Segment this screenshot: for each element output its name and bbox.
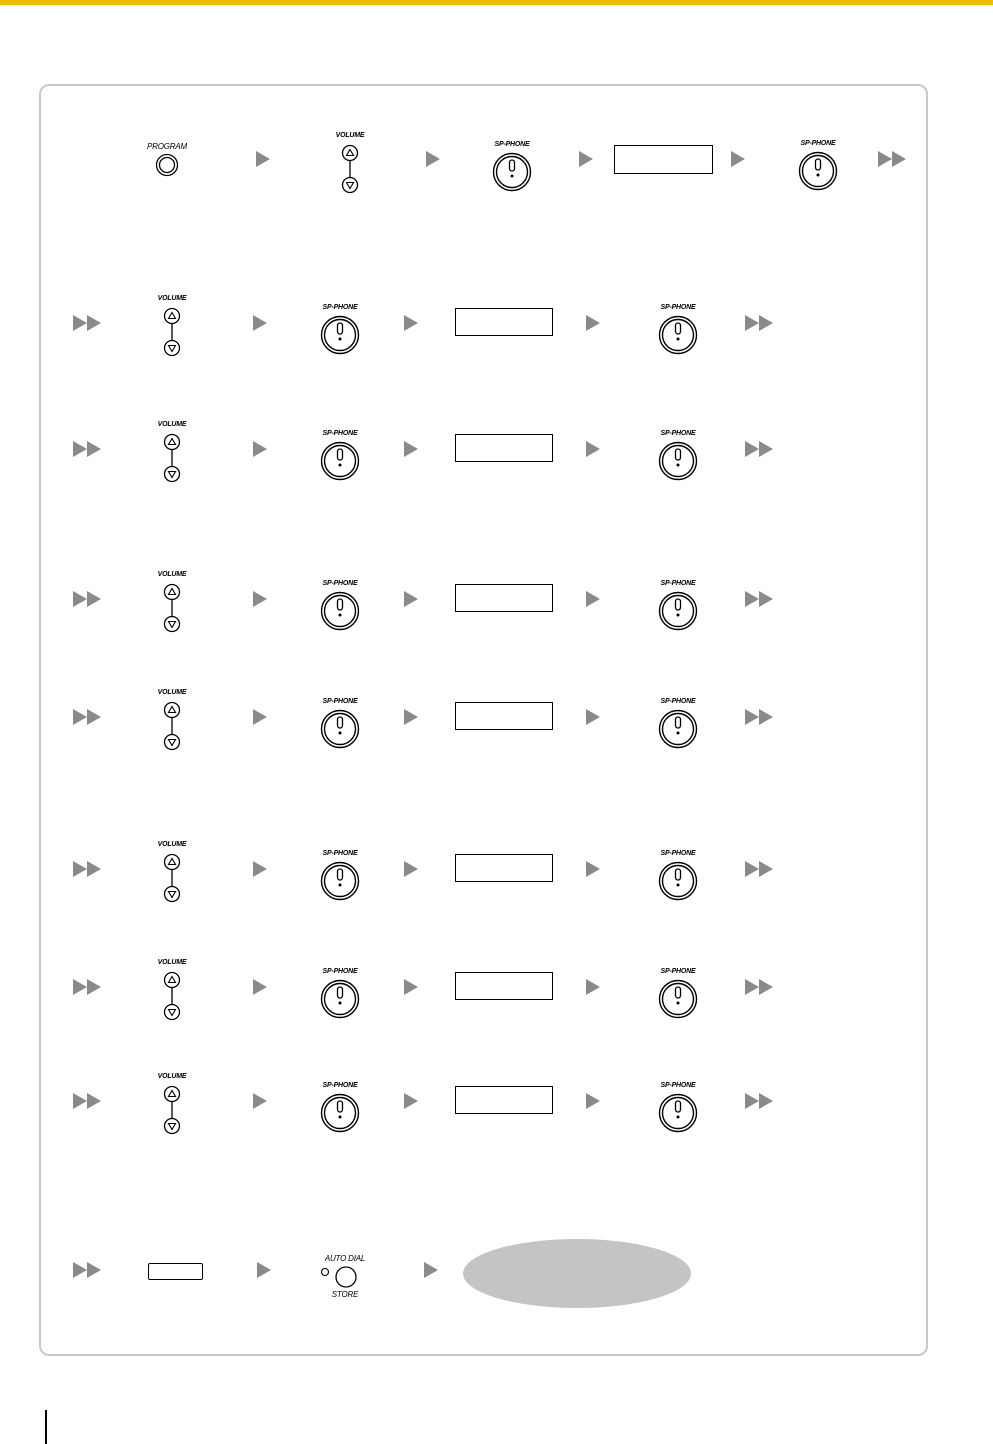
arrow-icon: [253, 709, 267, 725]
volume-label: VOLUME: [157, 1073, 187, 1080]
display-box: [614, 145, 713, 174]
volume-buttons-icon: [162, 971, 182, 1021]
volume-control[interactable]: [148, 841, 196, 905]
double-arrow-icon: [73, 441, 105, 457]
arrow-icon: [253, 861, 267, 877]
sp-phone-button-icon: [658, 979, 698, 1019]
display-box: [455, 584, 553, 612]
double-arrow-icon: [73, 1262, 105, 1278]
double-arrow-icon: [745, 315, 777, 331]
arrow-icon: [424, 1262, 438, 1278]
volume-buttons-icon: [340, 144, 360, 194]
sp-phone-button[interactable]: [652, 580, 704, 632]
arrow-icon: [253, 1093, 267, 1109]
volume-label: VOLUME: [335, 132, 365, 139]
sp-phone-label: SP-PHONE: [660, 1082, 696, 1089]
end-oval: [463, 1239, 691, 1308]
entry-box: [148, 1263, 203, 1280]
volume-buttons-icon: [162, 1085, 182, 1135]
volume-control[interactable]: [148, 421, 196, 485]
sp-phone-label: SP-PHONE: [322, 304, 358, 311]
volume-control[interactable]: [148, 959, 196, 1023]
sp-phone-label: SP-PHONE: [660, 850, 696, 857]
sp-phone-label: SP-PHONE: [800, 140, 836, 147]
arrow-icon: [404, 1093, 418, 1109]
sp-phone-button-icon: [658, 441, 698, 481]
double-arrow-icon: [73, 591, 105, 607]
display-box: [455, 702, 553, 730]
page-margin-bar: [45, 1410, 47, 1444]
sp-phone-button-icon: [320, 709, 360, 749]
arrow-icon: [404, 709, 418, 725]
sp-phone-button[interactable]: [314, 430, 366, 482]
arrow-icon: [404, 861, 418, 877]
arrow-icon: [253, 979, 267, 995]
sp-phone-button-icon: [320, 1093, 360, 1133]
sp-phone-button[interactable]: [314, 850, 366, 902]
volume-label: VOLUME: [157, 571, 187, 578]
sp-phone-label: SP-PHONE: [660, 430, 696, 437]
sp-phone-label: SP-PHONE: [660, 698, 696, 705]
volume-control[interactable]: [148, 1073, 196, 1137]
sp-phone-button-icon: [320, 315, 360, 355]
arrow-icon: [586, 441, 600, 457]
double-arrow-icon: [73, 861, 105, 877]
sp-phone-button[interactable]: [792, 140, 844, 192]
sp-phone-button-icon: [320, 441, 360, 481]
sp-phone-button-icon: [320, 861, 360, 901]
double-arrow-icon: [745, 861, 777, 877]
store-label: STORE: [331, 1290, 359, 1299]
volume-label: VOLUME: [157, 295, 187, 302]
top-accent-rule: [0, 0, 993, 5]
arrow-icon: [586, 1093, 600, 1109]
arrow-icon: [404, 441, 418, 457]
sp-phone-button-icon: [658, 591, 698, 631]
volume-label: VOLUME: [157, 689, 187, 696]
arrow-icon: [253, 441, 267, 457]
sp-phone-label: SP-PHONE: [322, 580, 358, 587]
volume-control[interactable]: [326, 132, 374, 196]
sp-phone-label: SP-PHONE: [494, 141, 530, 148]
sp-phone-button[interactable]: [314, 968, 366, 1020]
program-label: PROGRAM: [147, 142, 187, 151]
sp-phone-button[interactable]: [486, 141, 538, 193]
volume-buttons-icon: [162, 701, 182, 751]
sp-phone-button[interactable]: [314, 1082, 366, 1134]
arrow-icon: [253, 315, 267, 331]
sp-phone-button-icon: [658, 709, 698, 749]
sp-phone-label: SP-PHONE: [322, 430, 358, 437]
sp-phone-button-icon: [492, 152, 532, 192]
sp-phone-button[interactable]: [652, 430, 704, 482]
sp-phone-label: SP-PHONE: [322, 850, 358, 857]
display-box: [455, 434, 553, 462]
sp-phone-label: SP-PHONE: [660, 304, 696, 311]
sp-phone-label: SP-PHONE: [322, 1082, 358, 1089]
arrow-icon: [586, 861, 600, 877]
arrow-icon: [586, 315, 600, 331]
volume-buttons-icon: [162, 583, 182, 633]
volume-control[interactable]: [148, 295, 196, 359]
arrow-icon: [257, 1262, 271, 1278]
arrow-icon: [586, 709, 600, 725]
display-box: [455, 972, 553, 1000]
auto-dial-label: AUTO DIAL: [324, 1254, 366, 1263]
arrow-icon: [404, 315, 418, 331]
volume-label: VOLUME: [157, 421, 187, 428]
sp-phone-button[interactable]: [652, 850, 704, 902]
arrow-icon: [404, 591, 418, 607]
arrow-icon: [586, 591, 600, 607]
store-button[interactable]: [315, 1250, 375, 1300]
double-arrow-icon: [878, 151, 910, 167]
sp-phone-button[interactable]: [652, 304, 704, 356]
sp-phone-button[interactable]: [314, 698, 366, 750]
arrow-icon: [586, 979, 600, 995]
sp-phone-button-icon: [658, 315, 698, 355]
double-arrow-icon: [745, 979, 777, 995]
double-arrow-icon: [745, 591, 777, 607]
store-button-icon: [319, 1265, 363, 1289]
double-arrow-icon: [745, 709, 777, 725]
sp-phone-label: SP-PHONE: [660, 580, 696, 587]
double-arrow-icon: [745, 441, 777, 457]
program-button[interactable]: [140, 140, 194, 178]
sp-phone-button[interactable]: [314, 580, 366, 632]
double-arrow-icon: [73, 315, 105, 331]
volume-control[interactable]: [148, 571, 196, 635]
display-box: [455, 854, 553, 882]
sp-phone-label: SP-PHONE: [322, 698, 358, 705]
display-box: [455, 308, 553, 336]
double-arrow-icon: [745, 1093, 777, 1109]
arrow-icon: [256, 151, 270, 167]
volume-control[interactable]: [148, 689, 196, 753]
volume-buttons-icon: [162, 433, 182, 483]
volume-label: VOLUME: [157, 841, 187, 848]
double-arrow-icon: [73, 1093, 105, 1109]
volume-buttons-icon: [162, 307, 182, 357]
sp-phone-button-icon: [658, 1093, 698, 1133]
display-box: [455, 1086, 553, 1114]
sp-phone-button-icon: [320, 979, 360, 1019]
arrow-icon: [731, 151, 745, 167]
double-arrow-icon: [73, 979, 105, 995]
sp-phone-button-icon: [658, 861, 698, 901]
arrow-icon: [404, 979, 418, 995]
sp-phone-label: SP-PHONE: [322, 968, 358, 975]
program-button-icon: [155, 153, 179, 177]
arrow-icon: [579, 151, 593, 167]
sp-phone-button[interactable]: [652, 1082, 704, 1134]
sp-phone-button[interactable]: [652, 968, 704, 1020]
sp-phone-button[interactable]: [314, 304, 366, 356]
sp-phone-button[interactable]: [652, 698, 704, 750]
arrow-icon: [253, 591, 267, 607]
sp-phone-label: SP-PHONE: [660, 968, 696, 975]
double-arrow-icon: [73, 709, 105, 725]
volume-label: VOLUME: [157, 959, 187, 966]
sp-phone-button-icon: [320, 591, 360, 631]
volume-buttons-icon: [162, 853, 182, 903]
arrow-icon: [426, 151, 440, 167]
sp-phone-button-icon: [798, 151, 838, 191]
